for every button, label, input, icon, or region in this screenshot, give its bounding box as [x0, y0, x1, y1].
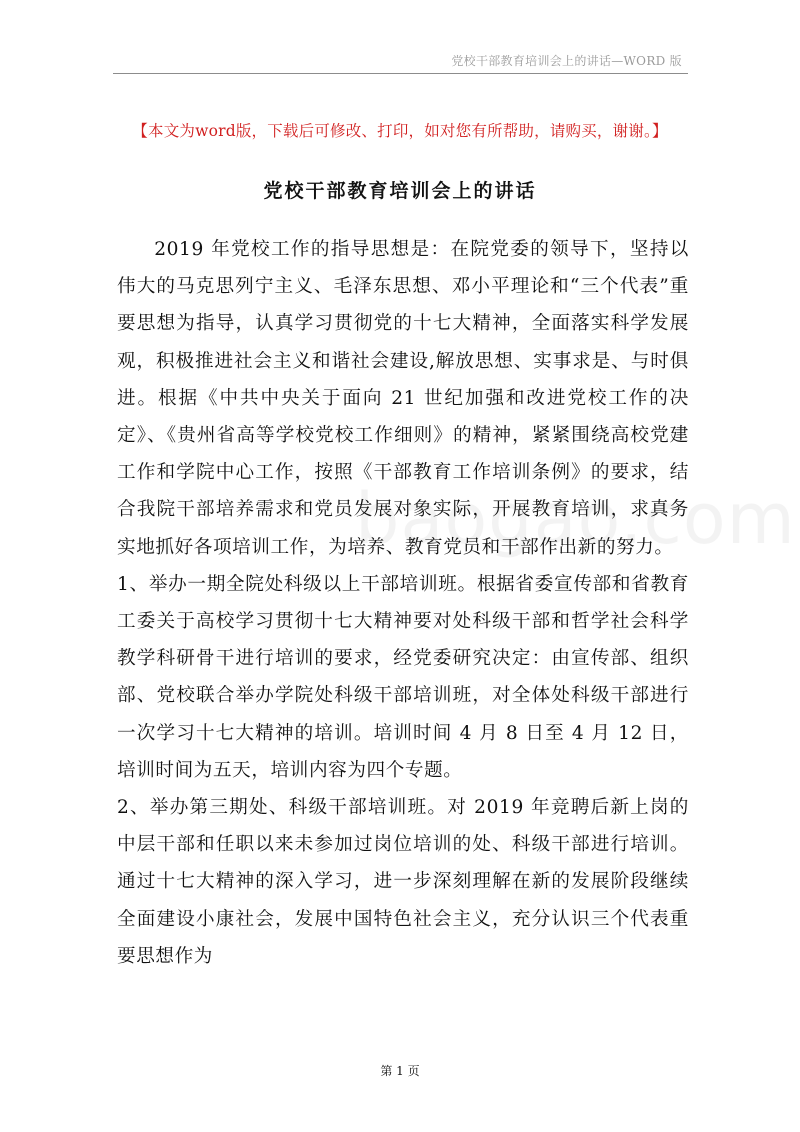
purchase-notice: 【本文为word版，下载后可修改、打印，如对您有所帮助，请购买，谢谢。】: [132, 122, 668, 140]
header-divider: [113, 73, 688, 74]
paragraph-item-2: 2、举办第三期处、科级干部培训班。对 2019 年竞聘后新上岗的中层干部和任职以来未参加过岗位培训的处、科级干部进行培训。通过十七大精神的深入学习，进一步深刻理解在新的发展阶段继续全面建设小康社会，发展中国特色社会主义，充分认识三个代表重要思想作为: [117, 797, 689, 967]
paragraph-intro: 2019 年党校工作的指导思想是：在院党委的领导下，坚持以伟大的马克思列宁主义、毛泽东思想、邓小平理论和“三个代表”重要思想为指导，认真学习贯彻党的十七大精神，全面落实科学发展观，积极推进社会主义和谐社会建设,解放思想、实事求是、与时俱进。根据《中共中央关于面向 21 世纪加强和改进党校工作的决定》、《贵州省高等学校党校工作细则》的精神，紧紧围绕高校党建工作和学院中心工作，按照《干部教育工作培训条例》的要求，结合我院干部培养需求和党员发展对象实际，开展教育培训，求真务实地抓好各项培训工作，为培养、教育党员和干部作出新的努力。: [117, 239, 689, 558]
document-body: [117, 231, 689, 975]
document-title: 党校干部教育培训会上的讲话: [263, 180, 537, 202]
running-header: 党校干部教育培训会上的讲话—WORD 版: [451, 54, 682, 68]
page-number: 第 1 页: [380, 1064, 420, 1078]
paragraph-item-1: 1、举办一期全院处科级以上干部培训班。根据省委宣传部和省教育工委关于高校学习贯彻十七大精神要对处科级干部和哲学社会科学教学科研骨干进行培训的要求，经党委研究决定：由宣传部、组织部、党校联合举办学院处科级干部培训班，对全体处科级干部进行一次学习十七大精神的培训。培训时间 4 月 8 日至 4 月 12 日，培训时间为五天，培训内容为四个专题。: [117, 573, 689, 781]
